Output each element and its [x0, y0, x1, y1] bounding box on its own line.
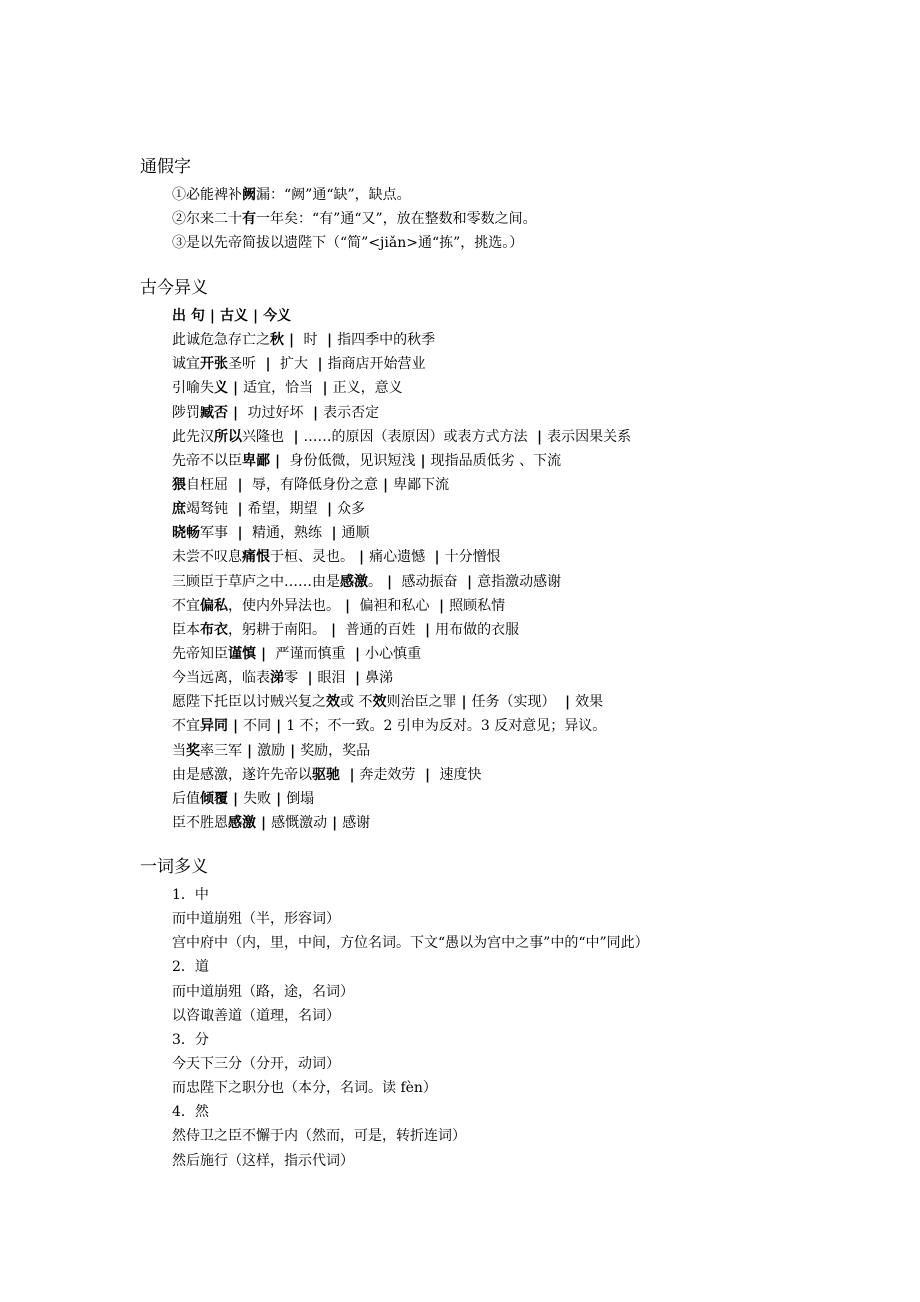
column-separator — [322, 497, 337, 521]
text-run: 身份低微，见识短浅 — [285, 452, 416, 469]
text-line — [172, 1028, 649, 1052]
column-separator — [308, 401, 323, 425]
text-line — [172, 304, 631, 328]
column-separator — [420, 618, 435, 642]
text-line — [172, 955, 649, 979]
highlighted-word: 感激 — [340, 573, 368, 590]
text-run: 后值 — [172, 790, 200, 807]
column-separator — [326, 521, 341, 545]
highlighted-word: 异同 — [200, 718, 228, 735]
text-line — [172, 883, 649, 907]
column-separator — [350, 666, 365, 690]
text-line — [172, 763, 631, 787]
text-run: 三顾臣于草庐之中……由是 — [172, 573, 340, 590]
text-line — [172, 714, 631, 738]
text-run: 零 — [284, 670, 303, 687]
text-run: 时 — [299, 332, 322, 349]
section-body-tongjiazi — [172, 183, 537, 255]
text-run: 竭驽钝 — [186, 501, 233, 518]
text-run: 任务（实现） — [471, 694, 560, 711]
text-run: 不宜 — [172, 718, 200, 735]
text-run: 此诚危急存亡之 — [172, 332, 270, 349]
highlighted-word: 出 句 — [172, 308, 205, 324]
text-run: 适宜，恰当 — [243, 380, 318, 397]
text-run: 或 不 — [340, 694, 373, 711]
column-separator — [350, 642, 365, 666]
text-run: ……的原因（表原因）或表方式方法 — [303, 428, 532, 445]
text-run: 偏袒和私心 — [355, 597, 434, 614]
column-separator — [256, 642, 271, 666]
column-separator — [462, 570, 477, 594]
text-run: 表示因果关系 — [547, 428, 632, 445]
text-run: 今天下三分（分开，动词） — [172, 1055, 340, 1072]
text-run: 引喻失 — [172, 380, 214, 397]
highlighted-word: 古义 — [219, 308, 248, 324]
column-separator — [322, 328, 337, 352]
text-run: 自枉屈 — [186, 476, 233, 493]
text-line — [172, 1100, 649, 1124]
text-run: 兴隆也 — [242, 428, 289, 445]
text-line — [172, 473, 631, 497]
highlighted-word: 痛恨 — [242, 549, 270, 566]
text-run: 宫中府中（内，里，中间，方位名词。下文“愚以为宫中之事”中的“中”同此） — [172, 935, 649, 952]
highlighted-word: 庶 — [172, 501, 186, 518]
column-separator — [232, 497, 247, 521]
column-separator — [340, 594, 355, 618]
highlighted-word: 奖 — [186, 742, 200, 759]
text-run: 照顾私情 — [449, 597, 506, 614]
text-line — [172, 401, 631, 425]
text-run: 鼻涕 — [365, 670, 394, 687]
text-run: 4．然 — [172, 1104, 209, 1121]
text-run: 2．道 — [172, 959, 209, 976]
section-heading-yiciduoyi: 一词多义 — [140, 857, 208, 877]
highlighted-word: 今义 — [263, 308, 292, 324]
column-separator — [260, 352, 275, 376]
text-run: 当 — [172, 742, 186, 759]
text-line — [172, 666, 631, 690]
highlighted-word: 布衣 — [200, 621, 228, 638]
text-line — [172, 1149, 649, 1173]
column-separator — [271, 714, 286, 738]
column-separator — [228, 376, 243, 400]
highlighted-word: 晓畅 — [172, 525, 200, 542]
text-run: ②尔来二十 — [172, 211, 242, 228]
text-run: 感慨激动 — [271, 814, 328, 831]
column-separator — [248, 304, 263, 328]
text-line — [172, 449, 631, 473]
column-separator — [354, 545, 369, 569]
text-run: 众多 — [337, 501, 366, 518]
text-line — [172, 328, 631, 352]
text-run: 军事 — [200, 525, 233, 542]
column-separator — [327, 811, 342, 835]
text-run: 奔走效劳 — [359, 766, 420, 783]
text-line — [172, 594, 631, 618]
text-run: 今当远离，临表 — [172, 670, 270, 687]
text-run: 圣听 — [228, 356, 261, 373]
text-run: 率三军 — [200, 742, 242, 759]
text-run: 十分憎恨 — [444, 549, 501, 566]
text-run: 由是感激，遂许先帝以 — [172, 766, 312, 783]
text-line — [172, 690, 631, 714]
text-run: 3．分 — [172, 1031, 209, 1048]
column-separator — [284, 328, 299, 352]
text-run: 1 不；不一致。2 引申为反对。3 反对意见；异议。 — [286, 718, 607, 735]
text-run: 而忠陛下之职分也（本分，名词。读 fèn） — [172, 1080, 437, 1097]
text-line — [172, 231, 537, 255]
text-run: 然后施行（这样，指示代词） — [172, 1152, 354, 1169]
text-run: 效果 — [575, 694, 604, 711]
text-run: 一年矣：“有”通“又”，放在整数和零数之间。 — [256, 211, 537, 228]
text-run: 而中道崩殂（路，途，名词） — [172, 983, 354, 1000]
highlighted-word: 有 — [242, 211, 256, 228]
text-run: 倒塌 — [286, 790, 315, 807]
text-line — [172, 352, 631, 376]
column-separator — [532, 425, 547, 449]
text-run: 表示否定 — [323, 404, 380, 421]
text-line — [172, 183, 537, 207]
text-line — [172, 425, 631, 449]
column-separator — [228, 714, 243, 738]
text-line — [172, 907, 649, 931]
highlighted-word: 卑鄙 — [242, 452, 270, 469]
text-run: 。 — [368, 573, 382, 590]
text-run: 卑鄙下流 — [393, 476, 450, 493]
text-run: 于桓、灵也。 — [270, 549, 354, 566]
text-run: 激励 — [257, 742, 286, 759]
text-run: 先帝知臣 — [172, 645, 228, 662]
text-run: 眼泪 — [317, 670, 350, 687]
column-separator — [560, 690, 575, 714]
text-run: 以咨诹善道（道理，名词） — [172, 1007, 340, 1024]
text-run: 然侍卫之臣不懈于内（然而，可是，转折连词） — [172, 1128, 466, 1145]
text-run: 用布做的衣服 — [435, 621, 520, 638]
column-separator — [256, 811, 271, 835]
text-run: 1．中 — [172, 887, 209, 903]
text-line — [172, 980, 649, 1004]
section-body-yiciduoyi — [172, 883, 649, 1173]
text-run: 功过好坏 — [243, 404, 308, 421]
column-separator — [344, 763, 359, 787]
highlighted-word: 臧否 — [200, 404, 228, 421]
text-line — [172, 1124, 649, 1148]
text-run: 小心慎重 — [365, 645, 422, 662]
text-run: 指四季中的秋季 — [337, 332, 436, 349]
text-run: 不同 — [243, 718, 272, 735]
text-line — [172, 642, 631, 666]
text-run: 则治臣之罪 — [386, 694, 457, 711]
column-separator — [285, 739, 300, 763]
text-run: 未尝不叹息 — [172, 549, 242, 566]
column-separator — [312, 352, 327, 376]
text-run: 愿陛下托臣以讨贼兴复之 — [172, 694, 326, 711]
highlighted-word: 驱驰 — [312, 766, 340, 783]
column-separator — [416, 449, 431, 473]
text-run: 正义，意义 — [332, 380, 403, 397]
column-separator — [378, 473, 393, 497]
text-run: ①必能裨补 — [172, 187, 242, 203]
column-separator — [302, 666, 317, 690]
text-line — [172, 376, 631, 400]
highlighted-word: 感激 — [228, 814, 256, 831]
text-run: 严谨而慎重 — [271, 645, 350, 662]
text-run: 辱，有降低身份之意 — [247, 476, 378, 493]
text-run: 先帝不以臣 — [172, 452, 242, 469]
text-run: ③是以先帝简拔以遗陛下（“简”<jiǎn>通“拣”，挑选。） — [172, 235, 524, 252]
column-separator — [270, 449, 285, 473]
column-separator — [228, 787, 243, 811]
column-separator — [456, 690, 471, 714]
highlighted-word: 开张 — [200, 356, 228, 373]
highlighted-word: 倾覆 — [200, 790, 228, 807]
column-separator — [326, 618, 341, 642]
text-run: 诚宜 — [172, 356, 200, 373]
text-line — [172, 1076, 649, 1100]
text-run: ，使内外异法也。 — [228, 597, 340, 614]
column-separator — [288, 425, 303, 449]
highlighted-word: 秋 — [270, 332, 284, 349]
text-run: 陟罚 — [172, 404, 200, 421]
text-run: 而中道崩殂（半，形容词） — [172, 911, 340, 928]
text-run: 通顺 — [341, 525, 370, 542]
column-separator — [430, 545, 445, 569]
text-run: 希望，期望 — [247, 501, 322, 518]
text-line — [172, 497, 631, 521]
highlighted-word: 效 — [372, 694, 387, 711]
highlighted-word: 所以 — [214, 428, 242, 445]
text-run: ，躬耕于南阳。 — [228, 621, 326, 638]
section-heading-tongjiazi: 通假字 — [140, 157, 191, 177]
column-separator — [271, 787, 286, 811]
text-run: 漏：“阙”通“缺”，缺点。 — [256, 187, 411, 203]
highlighted-word: 义 — [214, 380, 228, 397]
text-run: 感动振奋 — [397, 573, 462, 590]
section-heading-gujinyiyi: 古今异义 — [140, 278, 208, 298]
column-separator — [318, 376, 333, 400]
text-run: 臣本 — [172, 621, 200, 638]
text-line — [172, 931, 649, 955]
column-separator — [205, 304, 220, 328]
text-run: 不宜 — [172, 597, 200, 614]
highlighted-word: 涕 — [270, 670, 284, 687]
highlighted-word: 效 — [326, 694, 340, 711]
text-line — [172, 521, 631, 545]
section-body-gujinyiyi — [172, 304, 631, 835]
text-run: 普通的百姓 — [341, 621, 420, 638]
text-line — [172, 1004, 649, 1028]
text-line — [172, 787, 631, 811]
text-run: 现指品质低劣 、下流 — [430, 452, 562, 469]
text-line — [172, 545, 631, 569]
text-line — [172, 207, 537, 231]
column-separator — [420, 763, 435, 787]
text-run: 速度快 — [435, 766, 482, 783]
text-run: 痛心遗憾 — [369, 549, 430, 566]
text-run: 扩大 — [275, 356, 313, 373]
highlighted-word: 猥 — [172, 476, 186, 493]
column-separator — [228, 401, 243, 425]
text-line — [172, 739, 631, 763]
highlighted-word: 偏私 — [200, 597, 228, 614]
text-run: 精通，熟练 — [247, 525, 327, 542]
text-line — [172, 618, 631, 642]
text-run: 臣不胜恩 — [172, 814, 228, 831]
column-separator — [232, 521, 247, 545]
column-separator — [382, 570, 397, 594]
highlighted-word: 阙 — [242, 187, 256, 203]
column-separator — [242, 739, 257, 763]
text-line — [172, 811, 631, 835]
text-line — [172, 570, 631, 594]
text-run: 感谢 — [342, 814, 371, 831]
text-run: 指商店开始营业 — [327, 356, 426, 373]
text-run: 奖励，奖品 — [300, 742, 371, 759]
column-separator — [434, 594, 449, 618]
column-separator — [232, 473, 247, 497]
text-line — [172, 1052, 649, 1076]
text-run: 意指激动感谢 — [477, 573, 562, 590]
text-run: 失败 — [243, 790, 272, 807]
text-run: 此先汉 — [172, 428, 214, 445]
highlighted-word: 谨慎 — [228, 645, 256, 662]
